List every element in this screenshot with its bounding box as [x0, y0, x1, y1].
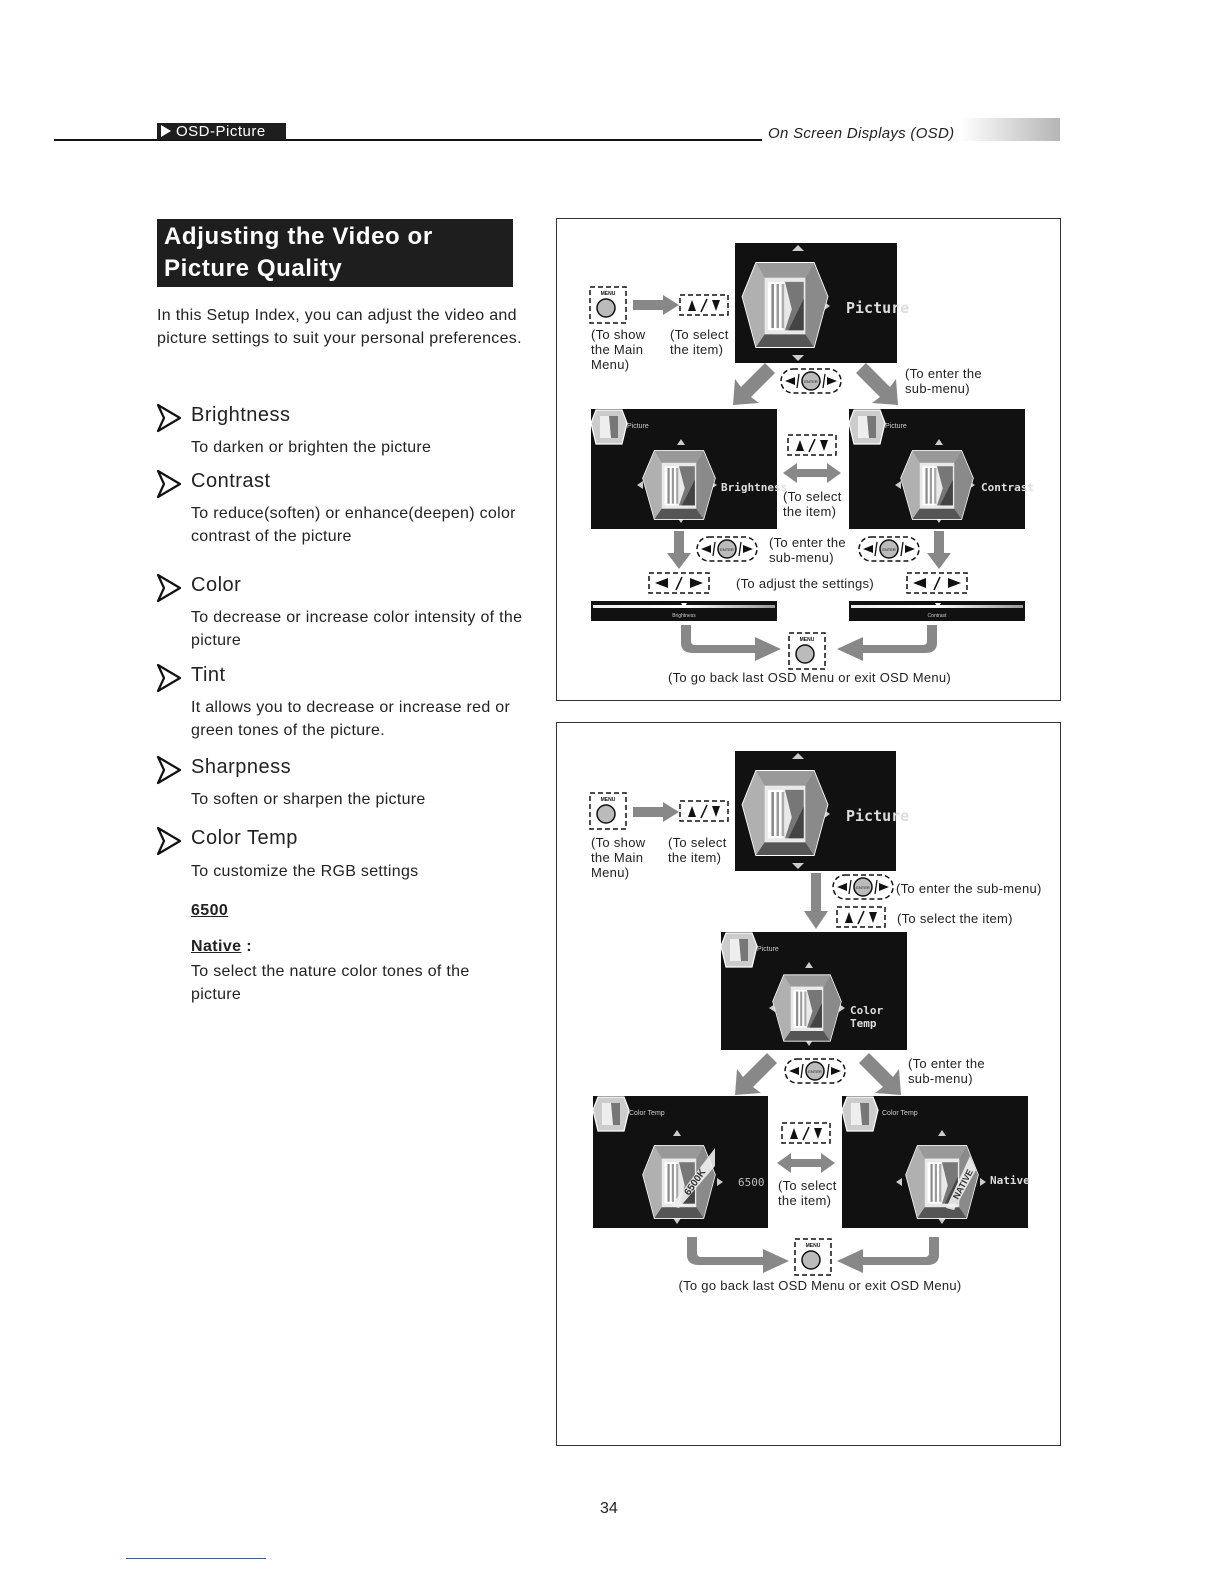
down-arrow-icon — [667, 531, 691, 569]
page-title — [157, 219, 513, 287]
label-line: (To show — [591, 327, 646, 342]
intro-text: In this Setup Index, you can adjust the video and picture settings to suit your personal preferences. — [157, 307, 522, 347]
option-native-colon: : — [241, 938, 253, 955]
screen-native — [842, 1096, 1028, 1228]
cube-label-6500: 6500K — [682, 1167, 709, 1198]
screen-picture-main — [735, 243, 910, 363]
screen-label-color-temp: Color Temp — [850, 1004, 884, 1030]
slider-thumb-icon — [935, 603, 941, 608]
slider-label: Brightness — [672, 613, 696, 619]
item-desc: To darken or brighten the picture — [191, 439, 432, 456]
label-line: sub-menu) — [769, 550, 834, 565]
brightness-cube-icon — [591, 409, 777, 529]
label-to-enter — [908, 1056, 985, 1086]
screen-label-native: Native — [990, 1174, 1030, 1187]
option-native: Native — [191, 938, 242, 955]
label-line: (To enter the — [908, 1056, 985, 1071]
label-to-select — [668, 835, 727, 865]
item-name: Color Temp — [191, 827, 298, 849]
label-to-show-main — [591, 835, 645, 880]
label-line: the item) — [668, 850, 722, 865]
label-line: the item) — [778, 1193, 832, 1208]
enter-key-icon — [833, 875, 895, 901]
down-right-arrow-icon — [859, 1053, 901, 1095]
page-title-line2: Picture Quality — [164, 255, 343, 282]
enter-key-icon — [785, 1059, 847, 1085]
label-line: sub-menu) — [905, 381, 970, 396]
bullet-arrow-icon — [157, 470, 181, 498]
up-down-key-icon — [782, 1123, 832, 1145]
item-desc: To soften or sharpen the picture — [191, 791, 426, 808]
diagram-panel-picture-adjust — [556, 218, 1061, 701]
left-right-key-icon — [907, 573, 969, 595]
label-to-enter-inline: (To enter the sub-menu) — [896, 881, 1042, 896]
screen-label-6500: 6500 — [738, 1176, 765, 1189]
menu-key-icon — [590, 793, 630, 833]
label-line: (To show — [591, 835, 646, 850]
label-line: (To select — [668, 835, 727, 850]
screen-contrast — [849, 409, 1034, 529]
right-arrow-icon — [633, 295, 681, 315]
contrast-cube-icon — [849, 409, 1025, 529]
label-go-back: (To go back last OSD Menu or exit OSD Menu) — [667, 670, 952, 685]
label-line: the Main — [591, 850, 644, 865]
screen-label-picture-small: Picture — [627, 423, 649, 430]
item-desc: It allows you to decrease or increase red or green tones of the picture. — [191, 699, 511, 739]
diagram-panel-color-temp — [556, 722, 1061, 1446]
label-to-enter — [905, 366, 982, 396]
label-to-select-mid — [778, 1178, 837, 1208]
screen-6500 — [593, 1096, 768, 1228]
screen-label-color-temp-small: Color Temp — [629, 1110, 665, 1117]
item-name: Sharpness — [191, 756, 292, 778]
label-to-enter-mid — [769, 535, 846, 565]
screen-label-picture: Picture — [846, 807, 910, 825]
menu-key-icon — [789, 633, 829, 673]
screen-label-picture-small: Picture — [885, 423, 907, 430]
brightness-slider — [591, 601, 777, 621]
screen-brightness — [591, 409, 788, 529]
slider-label: Contrast — [927, 613, 947, 619]
label-line: (To select — [783, 489, 842, 504]
section-tag — [157, 123, 286, 140]
item-name: Brightness — [191, 404, 291, 426]
label-line: the item) — [783, 504, 837, 519]
down-left-arrow-icon — [735, 1053, 777, 1095]
cube-label-native: NATIVE — [950, 1167, 975, 1201]
label-line: Menu) — [591, 865, 630, 880]
screen-picture-main — [735, 751, 910, 871]
color-temp-cube-icon — [721, 932, 907, 1050]
right-arrow-icon — [633, 802, 681, 822]
up-down-key-icon — [837, 907, 887, 929]
header-gradient-bar — [960, 118, 1060, 141]
down-arrow-icon — [927, 531, 951, 569]
cube-6500-icon — [593, 1096, 768, 1228]
play-triangle-icon — [161, 125, 171, 137]
enter-key-icon — [859, 537, 921, 563]
label-to-select-inline: (To select the item) — [897, 911, 1013, 926]
item-desc: To customize the RGB settings — [191, 863, 419, 880]
label-line: the item) — [670, 342, 724, 357]
screen-label-contrast: Contrast — [981, 481, 1034, 494]
page-number: 34 — [600, 1500, 618, 1517]
label-line: (To enter the — [769, 535, 846, 550]
left-right-double-arrow-icon — [777, 1153, 837, 1173]
page-title-line1: Adjusting the Video or — [164, 223, 433, 250]
label-line: (To select — [778, 1178, 837, 1193]
contrast-slider — [849, 601, 1025, 621]
option-6500: 6500 — [191, 902, 229, 919]
footer-line — [126, 1558, 266, 1559]
item-desc: To reduce(soften) or enhance(deepen) color contrast of the picture — [191, 505, 516, 545]
menu-key-icon — [795, 1239, 835, 1279]
down-left-arrow-icon — [733, 363, 775, 405]
bullet-arrow-icon — [157, 756, 181, 784]
screen-label-brightness: Brightness — [721, 481, 788, 494]
screen-color-temp — [721, 932, 907, 1050]
section-tag-label: OSD-Picture — [176, 123, 266, 140]
bullet-arrow-icon — [157, 827, 181, 855]
label-to-select — [670, 327, 729, 357]
left-right-double-arrow-icon — [783, 463, 843, 483]
enter-key-icon — [697, 537, 759, 563]
bullet-arrow-icon — [157, 664, 181, 692]
label-to-show-main — [591, 327, 645, 372]
item-name: Color — [191, 574, 242, 596]
down-right-arrow-icon — [856, 363, 898, 405]
chapter-title: On Screen Displays (OSD) — [768, 125, 955, 142]
bullet-arrow-icon — [157, 574, 181, 602]
label-line: Menu) — [591, 357, 630, 372]
screen-label-picture-small: Picture — [757, 946, 779, 953]
label-to-select-mid — [783, 489, 842, 519]
label-to-adjust: (To adjust the settings) — [736, 576, 874, 591]
up-down-key-icon — [788, 435, 838, 457]
left-right-key-icon — [649, 573, 711, 595]
option-native-desc: To select the nature color tones of the picture — [191, 963, 470, 1003]
curved-arrow-right-icon — [677, 625, 783, 665]
enter-key-icon — [781, 369, 843, 395]
cube-native-icon — [842, 1096, 1028, 1228]
up-down-key-icon — [680, 295, 730, 317]
curved-arrow-left-icon — [835, 1237, 943, 1277]
item-name: Tint — [191, 664, 226, 686]
option-native-line — [191, 938, 252, 956]
bullet-arrow-icon — [157, 404, 181, 432]
menu-key-icon — [590, 287, 630, 327]
label-line: sub-menu) — [908, 1071, 973, 1086]
down-arrow-icon — [804, 873, 828, 929]
slider-thumb-icon — [681, 603, 687, 608]
label-line: (To enter the — [905, 366, 982, 381]
up-down-key-icon — [680, 801, 730, 823]
item-desc: To decrease or increase color intensity of the picture — [191, 609, 523, 649]
label-go-back: (To go back last OSD Menu or exit OSD Menu) — [678, 1278, 962, 1293]
curved-arrow-right-icon — [683, 1237, 791, 1277]
screen-label-picture: Picture — [846, 299, 910, 317]
screen-label-color-temp-small: Color Temp — [882, 1110, 918, 1117]
curved-arrow-left-icon — [835, 625, 941, 665]
label-line: (To select — [670, 327, 729, 342]
label-line: the Main — [591, 342, 644, 357]
item-name: Contrast — [191, 470, 271, 492]
